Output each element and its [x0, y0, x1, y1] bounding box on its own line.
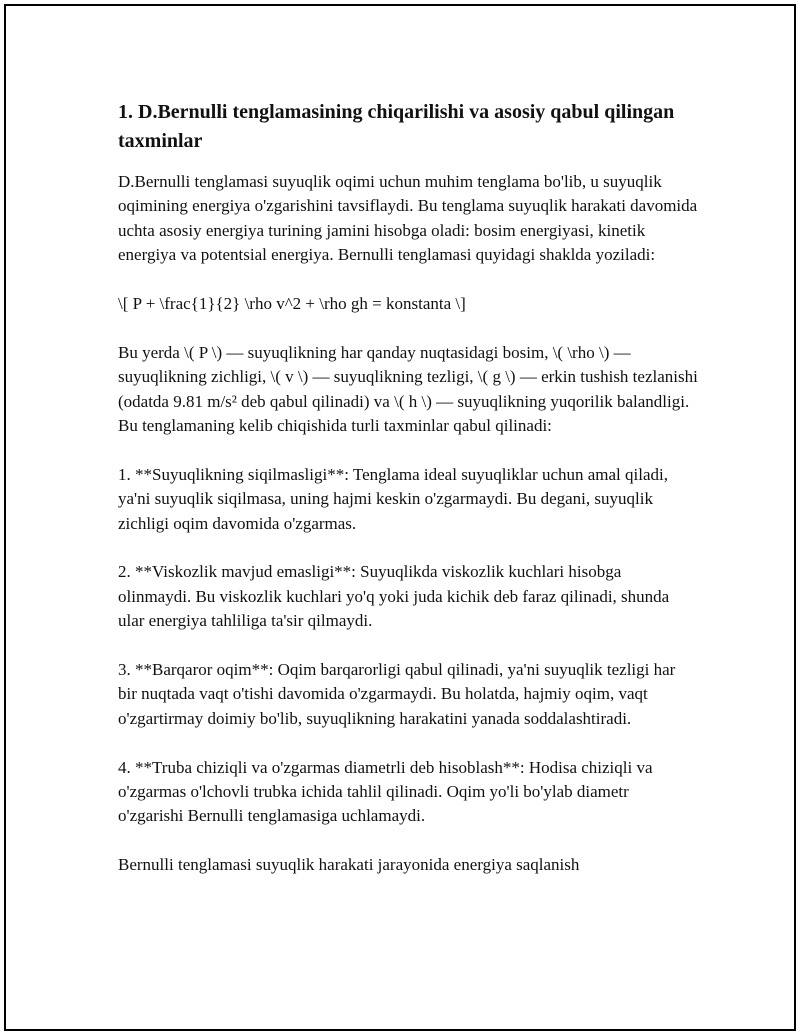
assumption-3-paragraph: 3. **Barqaror oqim**: Oqim barqarorligi qabul qilinadi, ya'ni suyuqlik tezligi har bir nuqtada vaqt o'tishi davomida o'zgarmaydi. Bu holatda, hajmiy oqim, vaqt o'zgartirmay doimiy bo'lib, suyuqlikning harakatini yanada soddalashtiradi.: [118, 660, 680, 728]
variables-paragraph: Bu yerda \( P \) — suyuqlikning har qanday nuqtasidagi bosim, \( \rho \) — suyuqlikning zichligi, \( v \) — suyuqlikning tezligi, \( g \) — erkin tushish tezlanishi (odatda 9.81 m/s² deb qabul qilinadi) va \( h \) — suyuqlikning yuqorilik balandligi. Bu tenglamaning kelib chiqishida turli taxminlar qabul qilinadi:: [118, 342, 703, 436]
closing-paragraph: Bernulli tenglamasi suyuqlik harakati jarayonida energiya saqlanish: [118, 855, 580, 875]
assumption-1-paragraph: 1. **Suyuqlikning siqilmasligi**: Tenglama ideal suyuqliklar uchun amal qiladi, ya'ni suyuqlik siqilmasa, uning hajmi keskin o'zgarmaydi. Bu degani, suyuqlik zichligi oqim davomida o'zgarmas.: [118, 464, 673, 533]
intro-paragraph: D.Bernulli tenglamasi suyuqlik oqimi uchun muhim tenglama bo'lib, u suyuqlik oqimining energiya o'zgarishini tavsiflaydi. Bu tenglama suyuqlik harakati davomida uchta asosiy energiya turining jamini hisobga oladi: bosim energiyasi, kinetik energiya va potentsial energiya. Bernulli tenglamasi quyidagi shaklda yoziladi:: [118, 172, 702, 265]
page-frame: [4, 4, 796, 1031]
assumption-4-paragraph: 4. **Truba chiziqli va o'zgarmas diametrli deb hisoblash**: Hodisa chiziqli va o'zgarmas o'lchovli trubka ichida tahlil qilinadi. Oqim yo'li bo'ylab diametr o'zgarishi Bernulli tenglamasiga uchlamaydi.: [118, 757, 657, 826]
section-heading: 1. D.Bernulli tenglamasining chiqarilishi va asosiy qabul qilingan taxminlar: [118, 101, 675, 152]
assumption-2-paragraph: 2. **Viskozlik mavjud emasligi**: Suyuqlikda viskozlik kuchlari hisobga olinmaydi. Bu viskozlik kuchlari yo'q yoki juda kichik deb faraz qilinadi, shunda ular energiya tahliliga ta'sir qilmaydi.: [118, 562, 674, 631]
equation-line: \[ P + \frac{1}{2} \rho v^2 + \rho gh = konstanta \]: [118, 294, 466, 314]
document-body: [118, 98, 703, 902]
